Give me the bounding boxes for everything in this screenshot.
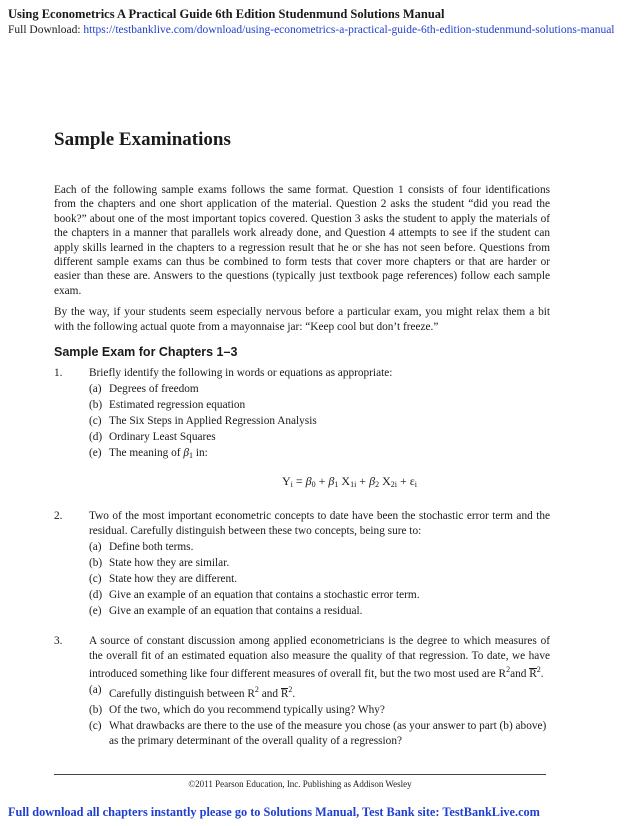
- and-word: and: [510, 668, 530, 681]
- eq-beta0: β: [305, 474, 312, 489]
- eq-sub: 1i: [350, 480, 357, 490]
- section-heading: Sample Exam for Chapters 1–3: [54, 345, 238, 360]
- r-bar-symbol: [281, 687, 289, 701]
- part-label: (e): [89, 447, 102, 460]
- part-label: (d): [89, 431, 103, 444]
- question-parts: [89, 540, 550, 618]
- byway-paragraph: By the way, if your students seem especially nervous before a particular exam, you might relax them a bit with the following actual quote from a mayonnaise jar: “Keep cool but don’t freeze.”: [54, 306, 550, 333]
- eq-sub: 2i: [390, 480, 397, 490]
- part-item: [89, 382, 550, 396]
- eq-beta1: β: [328, 474, 335, 489]
- part-label: (a): [89, 540, 102, 553]
- superscript: 2: [288, 685, 293, 695]
- part-item: [89, 572, 550, 586]
- part-text: The meaning of: [109, 447, 184, 460]
- and-word: and: [258, 688, 281, 701]
- r-bar-letter: R: [280, 688, 289, 701]
- part-text: Ordinary Least Squares: [109, 431, 216, 444]
- part-item: [89, 588, 550, 602]
- part-text: Estimated regression equation: [109, 399, 246, 412]
- part-label: (b): [89, 399, 103, 412]
- period: .: [540, 668, 544, 681]
- intro-paragraph: Each of the following sample exams follows the same format. Question 1 consists of four identifications from the chapters and one short application of the material. Question 2 asks the student “did you read the book?” about one of the most important topics covered. Question 3 asks the student to apply the materials of the chapters in a manner that parallels work already done, and Question 4 attempts to see if the student can apply skills learned in the chapters to a regression result that he or she has not seen before. Questions from different sample exams can thus be combined to form tests that cover more chapters or that are harder or easier than these are. Answers to the questions (typically just textbook page references) follow each sample exam.: [54, 184, 550, 297]
- download-line: [8, 22, 636, 38]
- part-text: Of the two, which do you recommend typically using? Why?: [109, 704, 385, 717]
- eq-x1: X: [338, 474, 351, 489]
- top-header: [8, 6, 636, 38]
- part-label: (b): [89, 556, 103, 569]
- eq-sub: 2: [375, 480, 380, 490]
- eq-x2: X: [379, 474, 391, 489]
- header-title: Using Econometrics A Practical Guide 6th Edition Studenmund Solutions Manual: [8, 7, 445, 21]
- beta-symbol: β: [183, 447, 189, 460]
- eq-plus: +: [356, 474, 370, 489]
- eq-sub: i: [414, 480, 418, 490]
- question-parts: [89, 683, 550, 748]
- superscript: 2: [536, 665, 541, 675]
- part-text: What drawbacks are there to the use of the measure you chose (as your answer to part (b) above) as the primary determinant of the overall quality of a regression?: [109, 720, 547, 747]
- page-title: Sample Examinations: [54, 129, 231, 150]
- question-text: Briefly identify the following in words or equations as appropriate:: [89, 367, 393, 380]
- part-text: State how they are different.: [109, 572, 238, 585]
- eq-equals: =: [292, 474, 306, 489]
- part-label: (a): [89, 383, 102, 396]
- part-item: [89, 604, 550, 618]
- question-text: [89, 634, 550, 681]
- question-number: 3.: [54, 635, 63, 648]
- part-label: (a): [89, 684, 102, 697]
- part-item: [89, 398, 550, 412]
- r-bar-symbol: [529, 667, 537, 681]
- part-item: [89, 556, 550, 570]
- r-bar-letter: R: [529, 668, 537, 681]
- question-2: [54, 509, 550, 618]
- question-1: [54, 366, 550, 493]
- superscript: 2: [254, 685, 259, 695]
- eq-epsilon: ε: [409, 474, 415, 489]
- download-banner-link[interactable]: Full download all chapters instantly please go to Solutions Manual, Test Bank site: TestBankLive.com: [8, 805, 540, 819]
- part-text: Carefully distinguish between: [109, 688, 248, 701]
- part-text: Give an example of an equation that contains a residual.: [109, 604, 363, 617]
- question-text-main: A source of constant discussion among applied econometricians is the degree to which measures of the overall fit of an estimated equation also measure the quality of that regression. To date, we have introduced something like four different measures of overall fit, but the two most used are: [89, 635, 550, 681]
- r-squared-symbol: R: [498, 668, 507, 681]
- question-parts: [89, 382, 550, 463]
- part-label: (b): [89, 704, 103, 717]
- part-label: (e): [89, 604, 102, 617]
- eq-plus: +: [396, 474, 410, 489]
- eq-sub: 1: [334, 480, 339, 490]
- eq-y: Y: [281, 474, 291, 489]
- eq-sub: 0: [311, 480, 316, 490]
- part-text: The Six Steps in Applied Regression Analysis: [109, 415, 317, 428]
- superscript: 2: [506, 665, 511, 675]
- period: .: [292, 688, 296, 701]
- part-item: [89, 719, 550, 748]
- part-label: (d): [89, 588, 103, 601]
- part-label: (c): [89, 415, 102, 428]
- eq-plus: +: [315, 474, 329, 489]
- footer-copyright: ©2011 Pearson Education, Inc. Publishing as Addison Wesley: [188, 779, 412, 789]
- beta-subscript: 1: [189, 451, 193, 461]
- main-content: [54, 128, 550, 748]
- download-link[interactable]: https://testbanklive.com/download/using-econometrics-a-practical-guide-6th-edition-studenmund-solutions-manual: [83, 24, 615, 36]
- eq-beta2: β: [369, 474, 376, 489]
- question-text: Two of the most important econometric concepts to date have been the stochastic error term and the residual. Carefully distinguish between these two concepts, being sure to:: [89, 510, 550, 537]
- r-squared-symbol: R: [247, 688, 255, 701]
- part-text: Give an example of an equation that contains a stochastic error term.: [109, 588, 420, 601]
- part-item: [89, 683, 550, 701]
- footer-divider: [54, 774, 546, 775]
- part-text: Define both terms.: [109, 540, 194, 553]
- part-label: (c): [89, 720, 102, 733]
- part-item: [89, 540, 550, 554]
- part-text: Degrees of freedom: [109, 383, 199, 396]
- part-item: [89, 703, 550, 717]
- question-number: 2.: [54, 510, 63, 523]
- part-suffix: in:: [193, 447, 208, 460]
- eq-sub: i: [290, 480, 293, 490]
- part-text: State how they are similar.: [109, 556, 230, 569]
- part-item: [89, 430, 550, 444]
- question-number: 1.: [54, 367, 63, 380]
- part-label: (c): [89, 572, 102, 585]
- download-label: Full Download:: [8, 24, 84, 36]
- part-item: [89, 414, 550, 428]
- regression-equation: [149, 473, 550, 493]
- question-3: [54, 634, 550, 748]
- part-item: [89, 446, 550, 463]
